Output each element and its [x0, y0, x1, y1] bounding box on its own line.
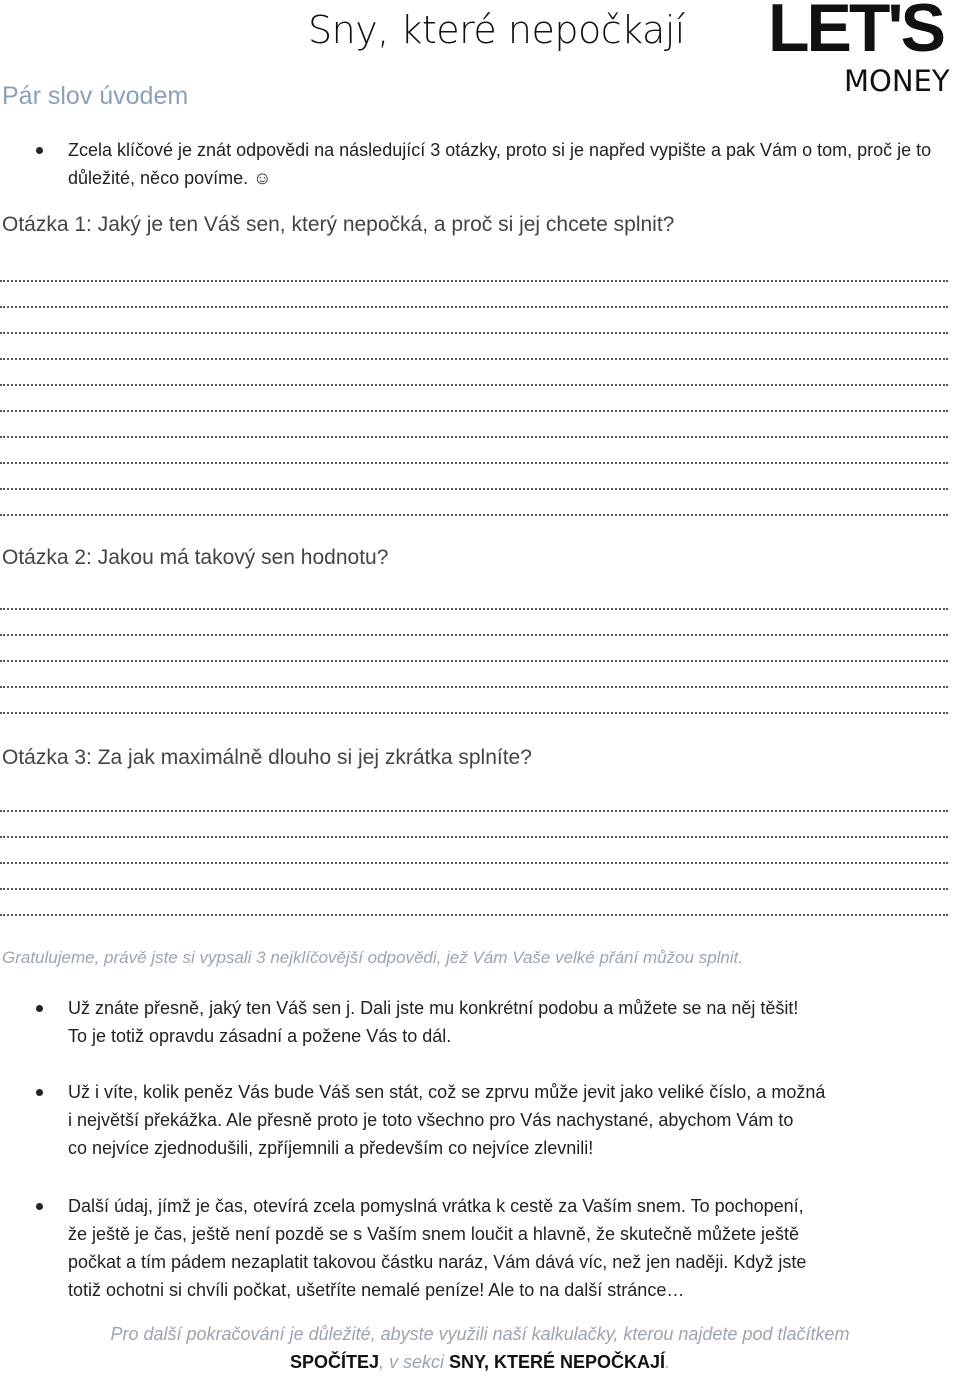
answer-line[interactable] [0, 330, 948, 334]
answer-line[interactable] [0, 512, 948, 516]
answer-line[interactable] [0, 808, 948, 812]
list-item-line: i největší překážka. Ale přesně proto je toto všechno pro Vás nachystané, abychom Vám to [68, 1110, 794, 1130]
answer-line[interactable] [0, 834, 948, 838]
calculate-button-name: SPOČÍTEJ [289, 1352, 379, 1372]
list-item-line: Už znáte přesně, jaký ten Váš sen j. Dali jste mu konkrétní podobu a můžete se na něj těšit! [68, 998, 799, 1018]
footer-line-2 [0, 1352, 960, 1373]
list-item [68, 1078, 825, 1162]
answer-line[interactable] [0, 710, 948, 714]
question-1: Otázka 1: Jaký je ten Váš sen, který nepočká, a proč si jej chcete splnit? [2, 213, 675, 236]
answer-line[interactable] [0, 860, 948, 864]
footer-end: . [665, 1352, 671, 1372]
logo-wordmark-top: LET'S [768, 0, 943, 66]
list-item-line: co nejvíce zjednodušili, zpříjemnili a především co nejvíce zlevnili! [68, 1138, 594, 1158]
answer-line[interactable] [0, 606, 948, 610]
answer-line[interactable] [0, 486, 948, 490]
section-name: SNY, KTERÉ NEPOČKAJÍ [448, 1352, 666, 1372]
answer-line[interactable] [0, 356, 948, 360]
lets-money-logo [768, 0, 960, 100]
answer-line[interactable] [0, 684, 948, 688]
answer-line[interactable] [0, 912, 948, 916]
list-item-line: že ještě je čas, ještě není pozdě se s Vaším snem loučit a hlavně, že skutečně můžete ještě [68, 1224, 800, 1244]
list-item [68, 994, 798, 1050]
logo-wordmark-bottom: MONEY [844, 64, 950, 98]
question-3: Otázka 3: Za jak maximálně dlouho si jej zkrátka splníte? [2, 746, 532, 769]
list-item-line: počkat a tím pádem nezaplatit takovou částku naráz, Vám dává víc, než jen naději. Když jste [68, 1252, 807, 1272]
footer-line-1: Pro další pokračování je důležité, abyste využili naší kalkulačky, kterou najdete pod tlačítkem [110, 1324, 850, 1344]
gratulation-text: Gratulujeme, právě jste si vypsali 3 nejklíčovější odpovědi, jež Vám Vaše velké přání můžou splnit. [2, 948, 744, 967]
answer-line[interactable] [0, 408, 948, 412]
question-2: Otázka 2: Jakou má takový sen hodnotu? [2, 546, 389, 569]
page-title: Sny, které nepočkají [308, 8, 685, 52]
answer-line[interactable] [0, 382, 948, 386]
answer-line[interactable] [0, 278, 948, 282]
answer-line[interactable] [0, 658, 948, 662]
list-item-line: Další údaj, jímž je čas, otevírá zcela pomyslná vrátka k cestě za Vaším snem. To pochopení, [68, 1196, 804, 1216]
answer-line[interactable] [0, 886, 948, 890]
answer-line[interactable] [0, 434, 948, 438]
answer-line[interactable] [0, 632, 948, 636]
list-item-line: totiž ochotni si chvíli počkat, ušetříte nemalé peníze! Ale to na další stránce… [68, 1280, 685, 1300]
intro-heading: Pár slov úvodem [2, 82, 189, 110]
list-item-line: To je totiž opravdu zásadní a požene Vás to dál. [68, 1026, 452, 1046]
list-item [68, 1192, 806, 1304]
answer-line[interactable] [0, 460, 948, 464]
answer-line[interactable] [0, 304, 948, 308]
footer-mid-text: , v sekci [378, 1352, 449, 1372]
intro-bullet: Zcela klíčové je znát odpovědi na následující 3 otázky, proto si je napřed vypište a pak Vám o tom, proč je to důležité, něco povíme. ☺ [68, 136, 958, 192]
list-item-line: Už i víte, kolik peněz Vás bude Váš sen stát, což se zprvu může jevit jako veliké číslo, a možná [68, 1082, 826, 1102]
